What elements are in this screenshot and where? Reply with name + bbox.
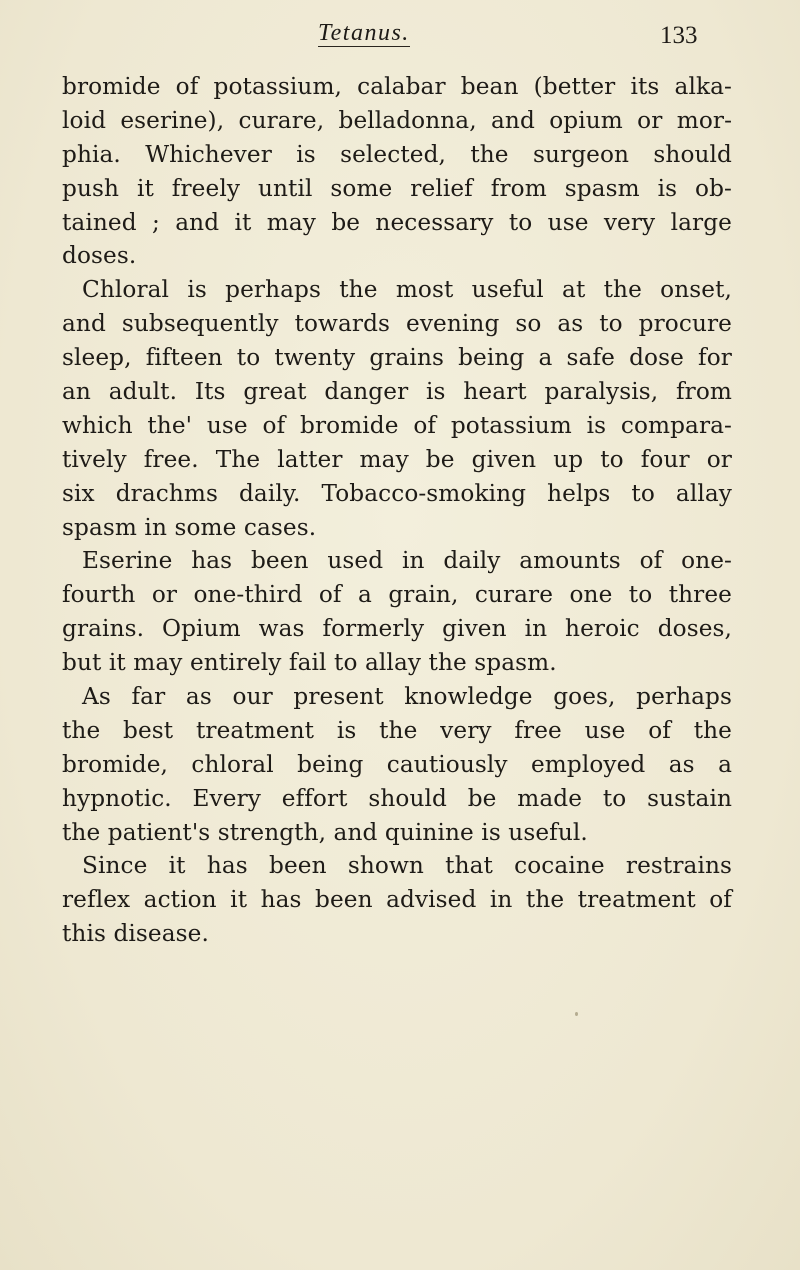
text-line: the patient's strength, and quinine is useful. (62, 818, 588, 846)
text-line: and subsequently towards evening so as to procure (62, 310, 732, 338)
running-title: Tetanus. (318, 20, 410, 46)
text-line: loid eserine), curare, belladonna, and opium or mor- (62, 106, 732, 134)
paragraph-start: Chloral is perhaps the most useful at the onset, (82, 276, 732, 304)
text-line: tively free. The latter may be given up to four or (62, 445, 732, 473)
text-line: six drachms daily. Tobacco-smoking helps to allay (62, 479, 732, 507)
paragraph-start: Since it has been shown that cocaine restrains (82, 852, 732, 880)
text-line: sleep, fifteen to twenty grains being a safe dose for (62, 344, 732, 372)
text-line: but it may entirely fail to allay the spasm. (62, 649, 557, 677)
body-text (62, 70, 732, 951)
paragraph-start: As far as our present knowledge goes, perhaps (82, 683, 732, 711)
text-line: spasm in some cases. (62, 513, 317, 541)
text-line: which the' use of bromide of potassium is compara- (62, 411, 732, 439)
text-line: hypnotic. Every effort should be made to sustain (62, 784, 732, 812)
text-line: fourth or one-third of a grain, curare one to three (62, 581, 732, 609)
paper-speck (575, 1012, 578, 1016)
text-line: an adult. Its great danger is heart paralysis, from (62, 378, 732, 406)
page-number: 133 (660, 22, 698, 49)
text-line: reflex action it has been advised in the treatment of (62, 886, 732, 914)
text-line: phia. Whichever is selected, the surgeon should (62, 140, 732, 168)
text-line: bromide of potassium, calabar bean (better its alka- (62, 73, 732, 100)
text-line: this disease. (62, 920, 209, 948)
text-line: doses. (62, 242, 137, 270)
text-line: tained ; and it may be necessary to use very large (62, 208, 732, 236)
text-line: the best treatment is the very free use of the (62, 716, 732, 744)
running-head (0, 12, 800, 52)
paragraph-start: Eserine has been used in daily amounts of one- (82, 547, 732, 575)
text-line: push it freely until some relief from spasm is ob- (62, 174, 732, 202)
text-line: bromide, chloral being cautiously employed as a (62, 750, 732, 778)
text-line: grains. Opium was formerly given in heroic doses, (62, 615, 732, 643)
